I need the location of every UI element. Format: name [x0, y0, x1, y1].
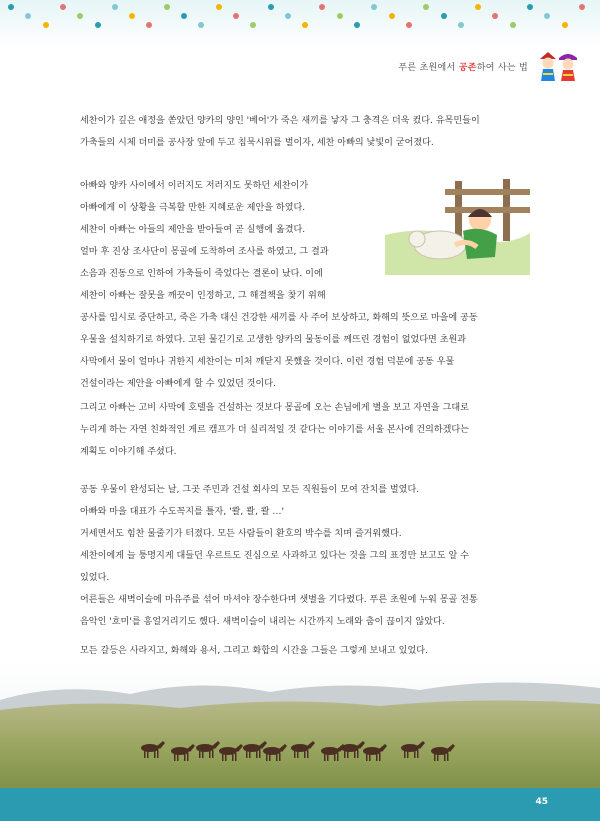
decorative-dot — [216, 4, 222, 10]
decorative-top-band — [0, 0, 600, 46]
decorative-dot — [544, 13, 550, 19]
decorative-dot — [146, 22, 152, 28]
mongolian-children-icon — [536, 49, 580, 83]
decorative-dot — [129, 13, 135, 19]
paragraph-4 — [80, 479, 540, 633]
text-line: 아빠에게 이 상황을 극복할 만한 지혜로운 제안을 하였다. — [80, 203, 306, 213]
page-header — [398, 48, 580, 84]
decorative-dot — [25, 13, 31, 19]
text-line: 사막에서 물이 얼마나 귀한지 세찬이는 미처 깨닫지 못했을 것이다. 이런 경험 덕분에 공동 우물 — [80, 357, 455, 367]
decorative-dot — [60, 4, 66, 10]
decorative-dot — [475, 4, 481, 10]
decorative-dot — [389, 13, 395, 19]
decorative-dot — [337, 13, 343, 19]
header-title-suffix: 하여 사는 법 — [476, 62, 528, 73]
decorative-dot — [406, 22, 412, 28]
text-line: 공사를 임시로 중단하고, 죽은 가축 대신 건강한 새끼를 사 주어 보상하고, 화해의 뜻으로 마을에 공동 — [80, 313, 478, 323]
decorative-dot — [250, 22, 256, 28]
header-title-highlight: 공존 — [458, 62, 477, 73]
paragraph-3 — [80, 397, 540, 463]
decorative-dot — [302, 22, 308, 28]
decorative-dot — [492, 13, 498, 19]
text-line: 있었다. — [80, 573, 110, 583]
text-line: 세찬이 아빠는 아들의 제안을 받아들여 곧 실행에 옮겼다. — [80, 225, 306, 235]
text-line: 가축들의 시체 더미를 공사장 앞에 두고 침묵시위를 벌이자, 세찬 아빠의 낯빛이 굳어졌다. — [80, 138, 434, 148]
decorative-dot — [233, 13, 239, 19]
decorative-dot — [268, 4, 274, 10]
decorative-dot — [95, 22, 101, 28]
text-line: 누리게 하는 자연 친화적인 게르 캠프가 더 실리적일 것 같다는 이야기를 서울 본사에 건의하겠다는 — [80, 425, 469, 435]
decorative-dot — [354, 22, 360, 28]
decorative-dot — [43, 22, 49, 28]
text-line: 소음과 진동으로 인하여 가축들이 죽었다는 결론이 났다. 이에 — [80, 269, 323, 279]
paragraph-1 — [80, 110, 540, 154]
steppe-horses-landscape — [0, 660, 600, 790]
text-line: 아빠와 마을 대표가 수도꼭지를 틀자, '콸, 콸, 콸 …' — [80, 507, 285, 517]
text-line: 음악인 '흐미'를 흥얼거리기도 했다. 새벽이슬이 내리는 시간까지 노래와 춤이 끊이지 않았다. — [80, 617, 445, 627]
text-line: 어른들은 새벽이슬에 마유주를 섞어 마셔야 장수한다며 샛별을 기다렸다. 푸른 초원에 누워 몽골 전통 — [80, 595, 478, 605]
text-line: 공동 우물이 완성되는 날, 그곳 주민과 건설 회사의 모든 직원들이 모여 잔치를 벌였다. — [80, 485, 420, 495]
text-line: 건설이라는 제안을 아빠에게 할 수 있었던 것이다. — [80, 379, 276, 389]
decorative-dot — [371, 4, 377, 10]
decorative-dot — [285, 13, 291, 19]
text-line: 세찬이 아빠는 잘못을 깨끗이 인정하고, 그 해결책을 찾기 위해 — [80, 291, 326, 301]
text-line: 거세면서도 힘찬 물줄기가 터졌다. 모든 사람들이 환호의 박수를 치며 즐거워했다. — [80, 529, 402, 539]
text-line: 세찬이가 깊은 애정을 쏟았던 양카의 양인 '베어'가 죽은 새끼를 낳자 그 충격은 더욱 컸다. 유목민들이 — [80, 116, 480, 126]
decorative-dot — [423, 4, 429, 10]
decorative-dot — [198, 22, 204, 28]
decorative-dot — [458, 22, 464, 28]
decorative-dot — [112, 4, 118, 10]
text-line: 우물을 설치하기로 하였다. 고된 물긷기로 고생한 양카의 물동이를 께뜨린 경험이 없었다면 초원과 — [80, 335, 467, 345]
boy-hugging-lamb-illustration — [385, 175, 530, 275]
footer-band — [0, 788, 600, 821]
text-line: 얼마 후 진상 조사단이 몽골에 도착하여 조사를 하였고, 그 결과 — [80, 247, 329, 257]
paragraph-5 — [80, 640, 540, 662]
page-number: 45 — [535, 797, 548, 807]
decorative-dot — [319, 4, 325, 10]
text-line: 계획도 이야기해 주셨다. — [80, 447, 177, 457]
decorative-dot — [579, 4, 585, 10]
decorative-dot — [8, 4, 14, 10]
decorative-dot — [562, 22, 568, 28]
header-title-prefix: 푸른 초원에서 — [398, 62, 459, 73]
text-line: 모든 갈등은 사라지고, 화해와 용서, 그리고 화합의 시간을 그들은 그렇게 보내고 있었다. — [80, 646, 428, 656]
decorative-dot — [181, 13, 187, 19]
text-line: 세찬이에게 늘 퉁명지게 대들던 우르트도 진심으로 사과하고 있다는 것을 그의 표정만 보고도 알 수 — [80, 551, 469, 561]
text-line: 아빠와 양카 사이에서 이러지도 저러지도 못하던 세찬이가 — [80, 181, 309, 191]
decorative-dot — [441, 13, 447, 19]
decorative-dot — [510, 22, 516, 28]
header-title — [398, 60, 528, 73]
decorative-dot — [164, 4, 170, 10]
decorative-dot — [527, 4, 533, 10]
decorative-dot — [77, 13, 83, 19]
text-line: 그리고 아빠는 고비 사막에 호텔을 건설하는 것보다 몽골에 오는 손님에게 별을 보고 자연을 그대로 — [80, 403, 469, 413]
